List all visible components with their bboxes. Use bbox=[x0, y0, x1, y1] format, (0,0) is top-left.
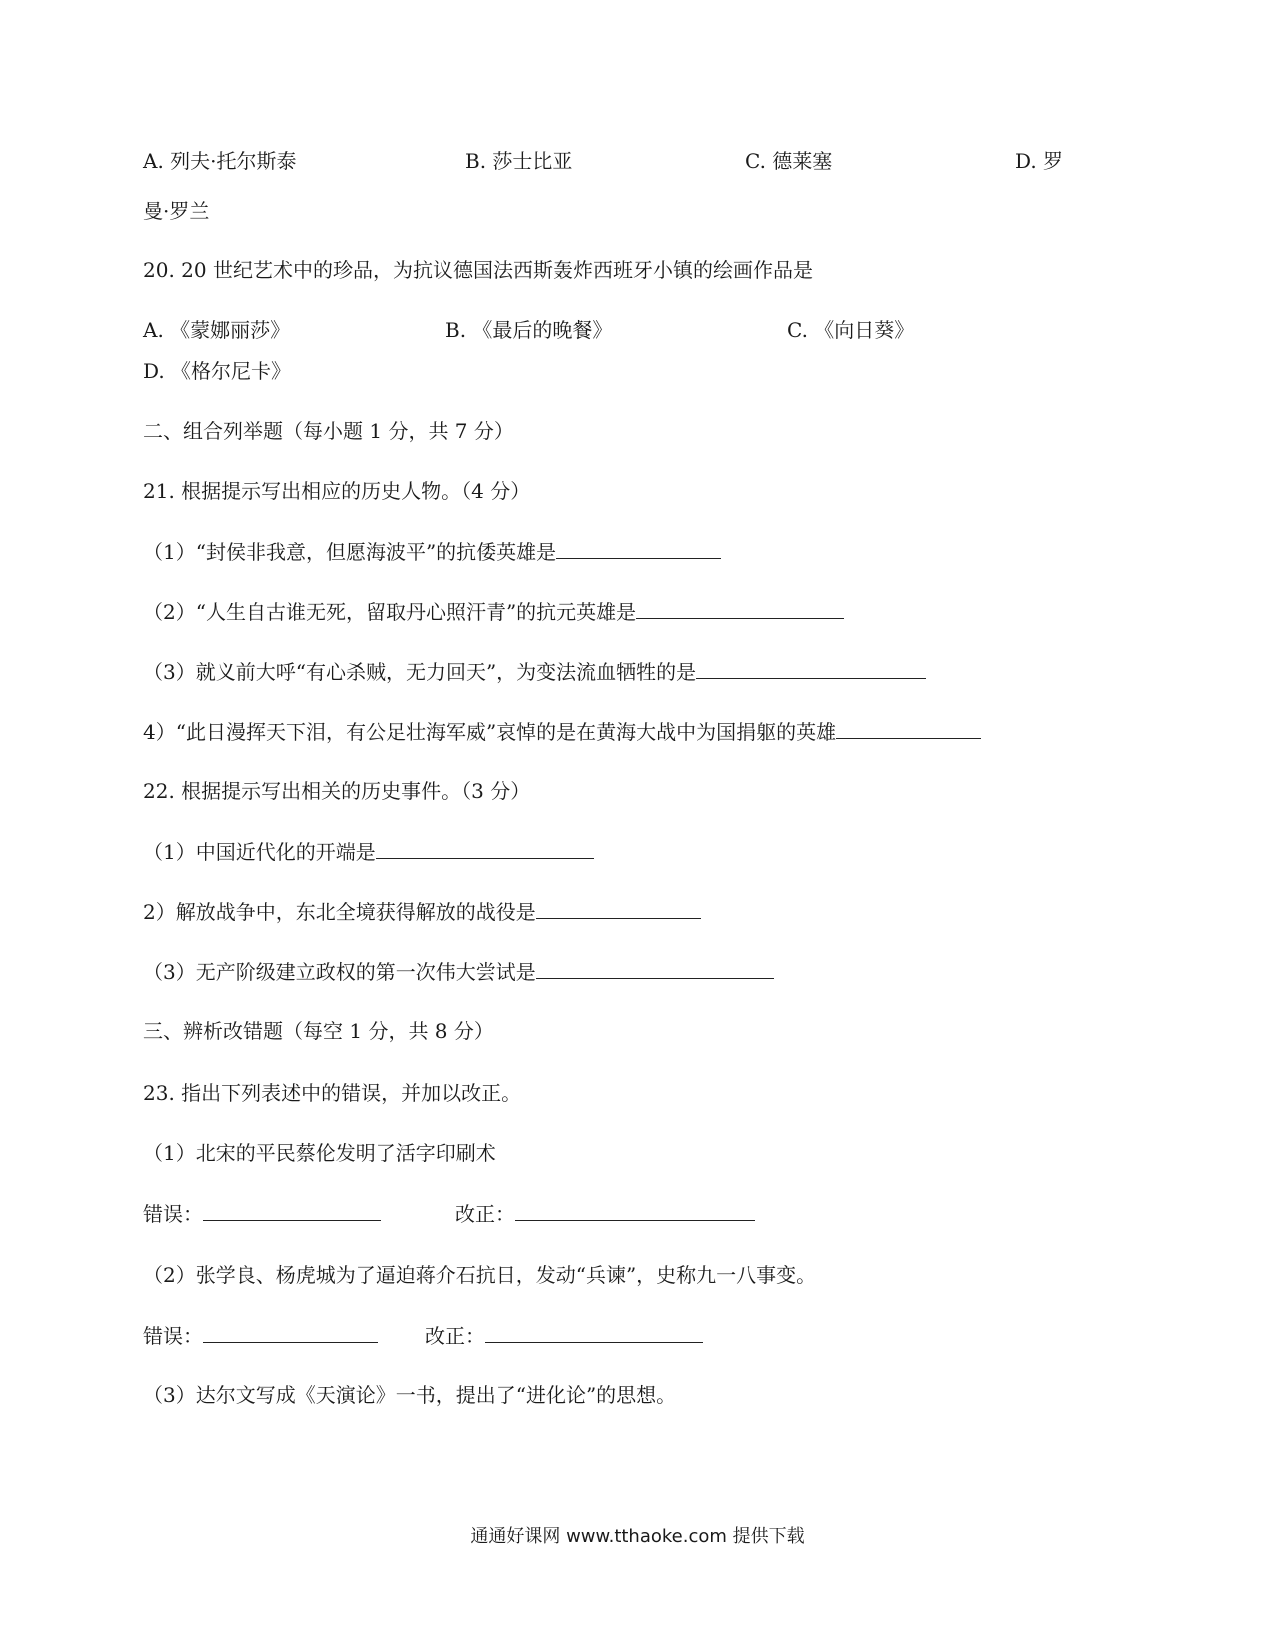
q22-stem: 22. 根据提示写出相关的历史事件。（3 分） bbox=[143, 779, 531, 803]
q21-item-2-text: （2）“人生自古谁无死，留取丹心照汗青”的抗元英雄是 bbox=[143, 600, 637, 624]
q21-item-4-text: 4）“此日漫挥天下泪，有公足壮海军威”哀悼的是在黄海大战中为国捐躯的英雄 bbox=[143, 720, 837, 744]
q20-option-c: C. 《向日葵》 bbox=[787, 318, 915, 342]
q23-item-2-fix-row bbox=[425, 1322, 703, 1349]
q22-item-2-text: 2）解放战争中，东北全境获得解放的战役是 bbox=[143, 900, 536, 924]
q19-option-b: B. 莎士比亚 bbox=[465, 149, 573, 173]
q22-item-2 bbox=[143, 898, 701, 925]
q22-item-3 bbox=[143, 958, 774, 985]
section2-title: 二、组合列举题（每小题 1 分，共 7 分） bbox=[143, 419, 514, 443]
q23-item-2: （2）张学良、杨虎城为了逼迫蒋介石抗日，发动“兵谏”，史称九一八事变。 bbox=[143, 1263, 817, 1287]
error-blank[interactable] bbox=[203, 1200, 381, 1221]
q19-option-d-continued: 曼·罗兰 bbox=[143, 199, 210, 223]
q22-item-1 bbox=[143, 838, 594, 865]
q21-item-4 bbox=[143, 718, 981, 745]
fix-blank[interactable] bbox=[485, 1322, 703, 1343]
error-blank[interactable] bbox=[203, 1322, 378, 1343]
section3-title: 三、辨析改错题（每空 1 分，共 8 分） bbox=[143, 1019, 494, 1043]
q19-option-a: A. 列夫·托尔斯泰 bbox=[143, 149, 297, 173]
error-label: 错误： bbox=[143, 1202, 203, 1226]
answer-blank[interactable] bbox=[696, 658, 926, 679]
answer-blank[interactable] bbox=[536, 898, 701, 919]
error-label: 错误： bbox=[143, 1324, 203, 1348]
fix-label: 改正： bbox=[455, 1202, 515, 1226]
fix-label: 改正： bbox=[425, 1324, 485, 1348]
q23-item-3: （3）达尔文写成《天演论》一书，提出了“进化论”的思想。 bbox=[143, 1383, 677, 1407]
q23-stem: 23. 指出下列表述中的错误，并加以改正。 bbox=[143, 1081, 522, 1105]
answer-blank[interactable] bbox=[536, 958, 774, 979]
answer-blank[interactable] bbox=[376, 838, 594, 859]
fix-blank[interactable] bbox=[515, 1200, 755, 1221]
q22-item-3-text: （3）无产阶级建立政权的第一次伟大尝试是 bbox=[143, 960, 536, 984]
q21-item-1 bbox=[143, 538, 721, 565]
q19-option-d: D. 罗 bbox=[1015, 149, 1064, 173]
q21-item-3 bbox=[143, 658, 926, 685]
q21-item-1-text: （1）“封侯非我意，但愿海波平”的抗倭英雄是 bbox=[143, 540, 557, 564]
q20-option-a: A. 《蒙娜丽莎》 bbox=[143, 318, 291, 342]
answer-blank[interactable] bbox=[636, 598, 844, 619]
q22-item-1-text: （1）中国近代化的开端是 bbox=[143, 840, 376, 864]
answer-blank[interactable] bbox=[836, 718, 981, 739]
q20-stem: 20. 20 世纪艺术中的珍品，为抗议德国法西斯轰炸西班牙小镇的绘画作品是 bbox=[143, 258, 813, 282]
q19-option-c: C. 德莱塞 bbox=[745, 149, 833, 173]
q21-item-2 bbox=[143, 598, 844, 625]
q21-item-3-text: （3）就义前大呼“有心杀贼，无力回天”，为变法流血牺牲的是 bbox=[143, 660, 697, 684]
q23-item-1: （1）北宋的平民蔡伦发明了活字印刷术 bbox=[143, 1141, 496, 1165]
q20-option-b: B. 《最后的晚餐》 bbox=[445, 318, 613, 342]
q20-option-d: D. 《格尔尼卡》 bbox=[143, 359, 292, 383]
q23-item-1-fix-row bbox=[455, 1200, 755, 1227]
q23-item-1-error-row bbox=[143, 1200, 381, 1227]
q23-item-2-error-row bbox=[143, 1322, 378, 1349]
page-footer: 通通好课网 www.tthaoke.com 提供下载 bbox=[470, 1526, 805, 1547]
answer-blank[interactable] bbox=[556, 538, 721, 559]
q21-stem: 21. 根据提示写出相应的历史人物。（4 分） bbox=[143, 479, 531, 503]
